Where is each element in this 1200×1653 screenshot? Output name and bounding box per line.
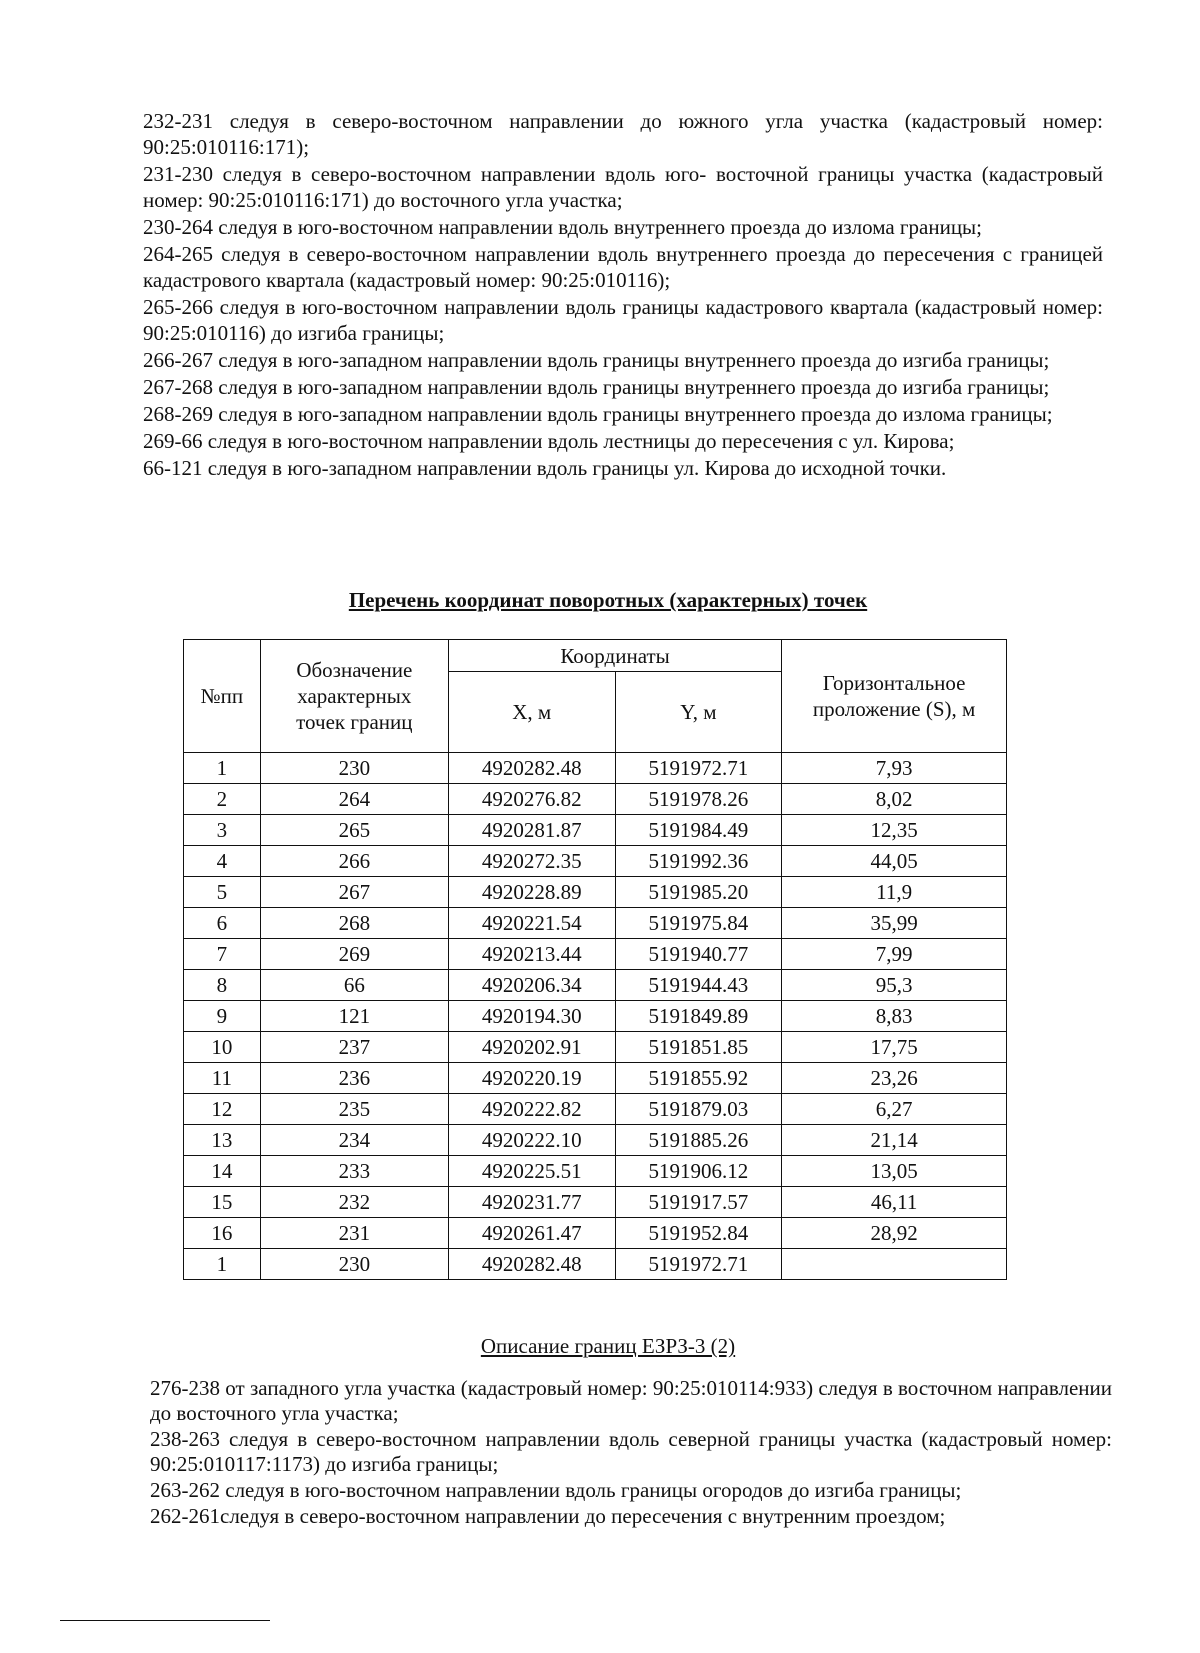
horizontal-distance-cell: 7,93 (782, 753, 1007, 784)
horizontal-distance-cell: 13,05 (782, 1156, 1007, 1187)
boundary-segment-paragraph: 265-266 следуя в юго-восточном направлении вдоль границы кадастрового квартала (кадастровый номер: 90:25:010116) до изгиба границы; (143, 295, 1103, 345)
row-number-cell: 1 (184, 753, 261, 784)
horizontal-distance-cell: 21,14 (782, 1125, 1007, 1156)
point-label-cell: 268 (260, 908, 448, 939)
header-distance: Горизонтальное проложение (S), м (782, 640, 1007, 753)
header-point: Обозначение характерных точек границ (260, 640, 448, 753)
boundary-segment-paragraph: 267-268 следуя в юго-западном направлении вдоль границы внутреннего проезда до изгиба границы; (143, 375, 1050, 399)
horizontal-distance-cell: 12,35 (782, 815, 1007, 846)
point-label-cell: 231 (260, 1218, 448, 1249)
table-row (184, 1156, 1007, 1187)
y-coordinate-cell: 5191984.49 (615, 815, 782, 846)
y-coordinate-cell: 5191985.20 (615, 877, 782, 908)
row-number-cell: 6 (184, 908, 261, 939)
y-coordinate-cell: 5191855.92 (615, 1063, 782, 1094)
footnote-divider (60, 1620, 270, 1621)
point-label-cell: 237 (260, 1032, 448, 1063)
point-label-cell: 234 (260, 1125, 448, 1156)
boundary-segment-paragraph: 268-269 следуя в юго-западном направлении вдоль границы внутреннего проезда до излома границы; (143, 402, 1053, 426)
x-coordinate-cell: 4920194.30 (448, 1001, 615, 1032)
row-number-cell: 2 (184, 784, 261, 815)
table-row (184, 846, 1007, 877)
row-number-cell: 3 (184, 815, 261, 846)
y-coordinate-cell: 5191952.84 (615, 1218, 782, 1249)
row-number-cell: 4 (184, 846, 261, 877)
x-coordinate-cell: 4920228.89 (448, 877, 615, 908)
table-row (184, 1125, 1007, 1156)
horizontal-distance-cell: 17,75 (782, 1032, 1007, 1063)
x-coordinate-cell: 4920222.82 (448, 1094, 615, 1125)
row-number-cell: 8 (184, 970, 261, 1001)
boundary-description-top (143, 108, 1103, 482)
horizontal-distance-cell: 8,83 (782, 1001, 1007, 1032)
horizontal-distance-cell: 6,27 (782, 1094, 1007, 1125)
boundary-segment-paragraph: 66-121 следуя в юго-западном направлении вдоль границы ул. Кирова до исходной точки. (143, 456, 947, 480)
x-coordinate-cell: 4920231.77 (448, 1187, 615, 1218)
y-coordinate-cell: 5191944.43 (615, 970, 782, 1001)
y-coordinate-cell: 5191978.26 (615, 784, 782, 815)
boundary-description-bottom (150, 1376, 1112, 1530)
x-coordinate-cell: 4920220.19 (448, 1063, 615, 1094)
point-label-cell: 233 (260, 1156, 448, 1187)
x-coordinate-cell: 4920221.54 (448, 908, 615, 939)
table-row (184, 1187, 1007, 1218)
y-coordinate-cell: 5191851.85 (615, 1032, 782, 1063)
boundary-segment-paragraph: 264-265 следуя в северо-восточном направлении вдоль внутреннего проезда до пересечения с границей кадастрового квартала (кадастровый номер: 90:25:010116); (143, 242, 1103, 292)
table-row (184, 970, 1007, 1001)
horizontal-distance-cell: 44,05 (782, 846, 1007, 877)
boundary-segment-paragraph: 276-238 от западного угла участка (кадастровый номер: 90:25:010114:933) следуя в восточном направлении до восточного угла участка; (150, 1376, 1112, 1425)
header-num: №пп (184, 640, 261, 753)
y-coordinate-cell: 5191879.03 (615, 1094, 782, 1125)
table-row (184, 784, 1007, 815)
table-title: Перечень координат поворотных (характерных) точек (348, 588, 868, 612)
horizontal-distance-cell: 7,99 (782, 939, 1007, 970)
table-row (184, 1001, 1007, 1032)
horizontal-distance-cell: 8,02 (782, 784, 1007, 815)
row-number-cell: 13 (184, 1125, 261, 1156)
boundary-segment-paragraph: 230-264 следуя в юго-восточном направлении вдоль внутреннего проезда до излома границы; (143, 215, 983, 239)
table-row (184, 1218, 1007, 1249)
boundary-segment-paragraph: 266-267 следуя в юго-западном направлении вдоль границы внутреннего проезда до изгиба границы; (143, 348, 1050, 372)
x-coordinate-cell: 4920282.48 (448, 753, 615, 784)
x-coordinate-cell: 4920272.35 (448, 846, 615, 877)
boundary-segment-paragraph: 232-231 следуя в северо-восточном направлении до южного угла участка (кадастровый номер: 90:25:010116:171); (143, 109, 1103, 159)
row-number-cell: 7 (184, 939, 261, 970)
y-coordinate-cell: 5191940.77 (615, 939, 782, 970)
y-coordinate-cell: 5191972.71 (615, 753, 782, 784)
point-label-cell: 230 (260, 753, 448, 784)
x-coordinate-cell: 4920213.44 (448, 939, 615, 970)
header-x: X, м (448, 672, 615, 753)
y-coordinate-cell: 5191992.36 (615, 846, 782, 877)
header-y: Y, м (615, 672, 782, 753)
horizontal-distance-cell: 23,26 (782, 1063, 1007, 1094)
table-row (184, 877, 1007, 908)
horizontal-distance-cell: 11,9 (782, 877, 1007, 908)
y-coordinate-cell: 5191906.12 (615, 1156, 782, 1187)
row-number-cell: 16 (184, 1218, 261, 1249)
table-body (184, 753, 1007, 1280)
y-coordinate-cell: 5191917.57 (615, 1187, 782, 1218)
row-number-cell: 9 (184, 1001, 261, 1032)
boundary-segment-paragraph: 231-230 следуя в северо-восточном направлении вдоль юго- восточной границы участка (кадастровый номер: 90:25:010116:171) до восточного угла участка; (143, 162, 1103, 212)
table-row (184, 1063, 1007, 1094)
y-coordinate-cell: 5191885.26 (615, 1125, 782, 1156)
horizontal-distance-cell (782, 1249, 1007, 1280)
boundary-segment-paragraph: 263-262 следуя в юго-восточном направлении вдоль границы огородов до изгиба границы; (150, 1478, 962, 1502)
boundary-segment-paragraph: 262-261следуя в северо-восточном направлении до пересечения с внутренним проездом; (150, 1504, 946, 1528)
x-coordinate-cell: 4920202.91 (448, 1032, 615, 1063)
table-row (184, 939, 1007, 970)
point-label-cell: 232 (260, 1187, 448, 1218)
y-coordinate-cell: 5191975.84 (615, 908, 782, 939)
x-coordinate-cell: 4920225.51 (448, 1156, 615, 1187)
point-label-cell: 265 (260, 815, 448, 846)
row-number-cell: 12 (184, 1094, 261, 1125)
point-label-cell: 235 (260, 1094, 448, 1125)
table-row (184, 753, 1007, 784)
horizontal-distance-cell: 46,11 (782, 1187, 1007, 1218)
horizontal-distance-cell: 28,92 (782, 1218, 1007, 1249)
table-row (184, 1249, 1007, 1280)
table-row (184, 815, 1007, 846)
row-number-cell: 10 (184, 1032, 261, 1063)
row-number-cell: 1 (184, 1249, 261, 1280)
point-label-cell: 230 (260, 1249, 448, 1280)
coordinates-table (183, 639, 1007, 1280)
y-coordinate-cell: 5191972.71 (615, 1249, 782, 1280)
point-label-cell: 66 (260, 970, 448, 1001)
x-coordinate-cell: 4920261.47 (448, 1218, 615, 1249)
point-label-cell: 267 (260, 877, 448, 908)
x-coordinate-cell: 4920206.34 (448, 970, 615, 1001)
x-coordinate-cell: 4920282.48 (448, 1249, 615, 1280)
row-number-cell: 14 (184, 1156, 261, 1187)
x-coordinate-cell: 4920281.87 (448, 815, 615, 846)
horizontal-distance-cell: 95,3 (782, 970, 1007, 1001)
table-row (184, 1094, 1007, 1125)
table-row (184, 908, 1007, 939)
table-row (184, 1032, 1007, 1063)
point-label-cell: 269 (260, 939, 448, 970)
row-number-cell: 15 (184, 1187, 261, 1218)
row-number-cell: 11 (184, 1063, 261, 1094)
point-label-cell: 264 (260, 784, 448, 815)
point-label-cell: 266 (260, 846, 448, 877)
point-label-cell: 121 (260, 1001, 448, 1032)
horizontal-distance-cell: 35,99 (782, 908, 1007, 939)
boundary-segment-paragraph: 269-66 следуя в юго-восточном направлении вдоль лестницы до пересечения с ул. Кирова; (143, 429, 955, 453)
x-coordinate-cell: 4920276.82 (448, 784, 615, 815)
boundary-segment-paragraph: 238-263 следуя в северо-восточном направлении вдоль северной границы участка (кадастровый номер: 90:25:010117:1173) до изгиба границы; (150, 1427, 1112, 1476)
row-number-cell: 5 (184, 877, 261, 908)
y-coordinate-cell: 5191849.89 (615, 1001, 782, 1032)
point-label-cell: 236 (260, 1063, 448, 1094)
x-coordinate-cell: 4920222.10 (448, 1125, 615, 1156)
section-title: Описание границ ЕЗРЗ-3 (2) (480, 1334, 736, 1358)
header-coords: Координаты (448, 640, 781, 672)
